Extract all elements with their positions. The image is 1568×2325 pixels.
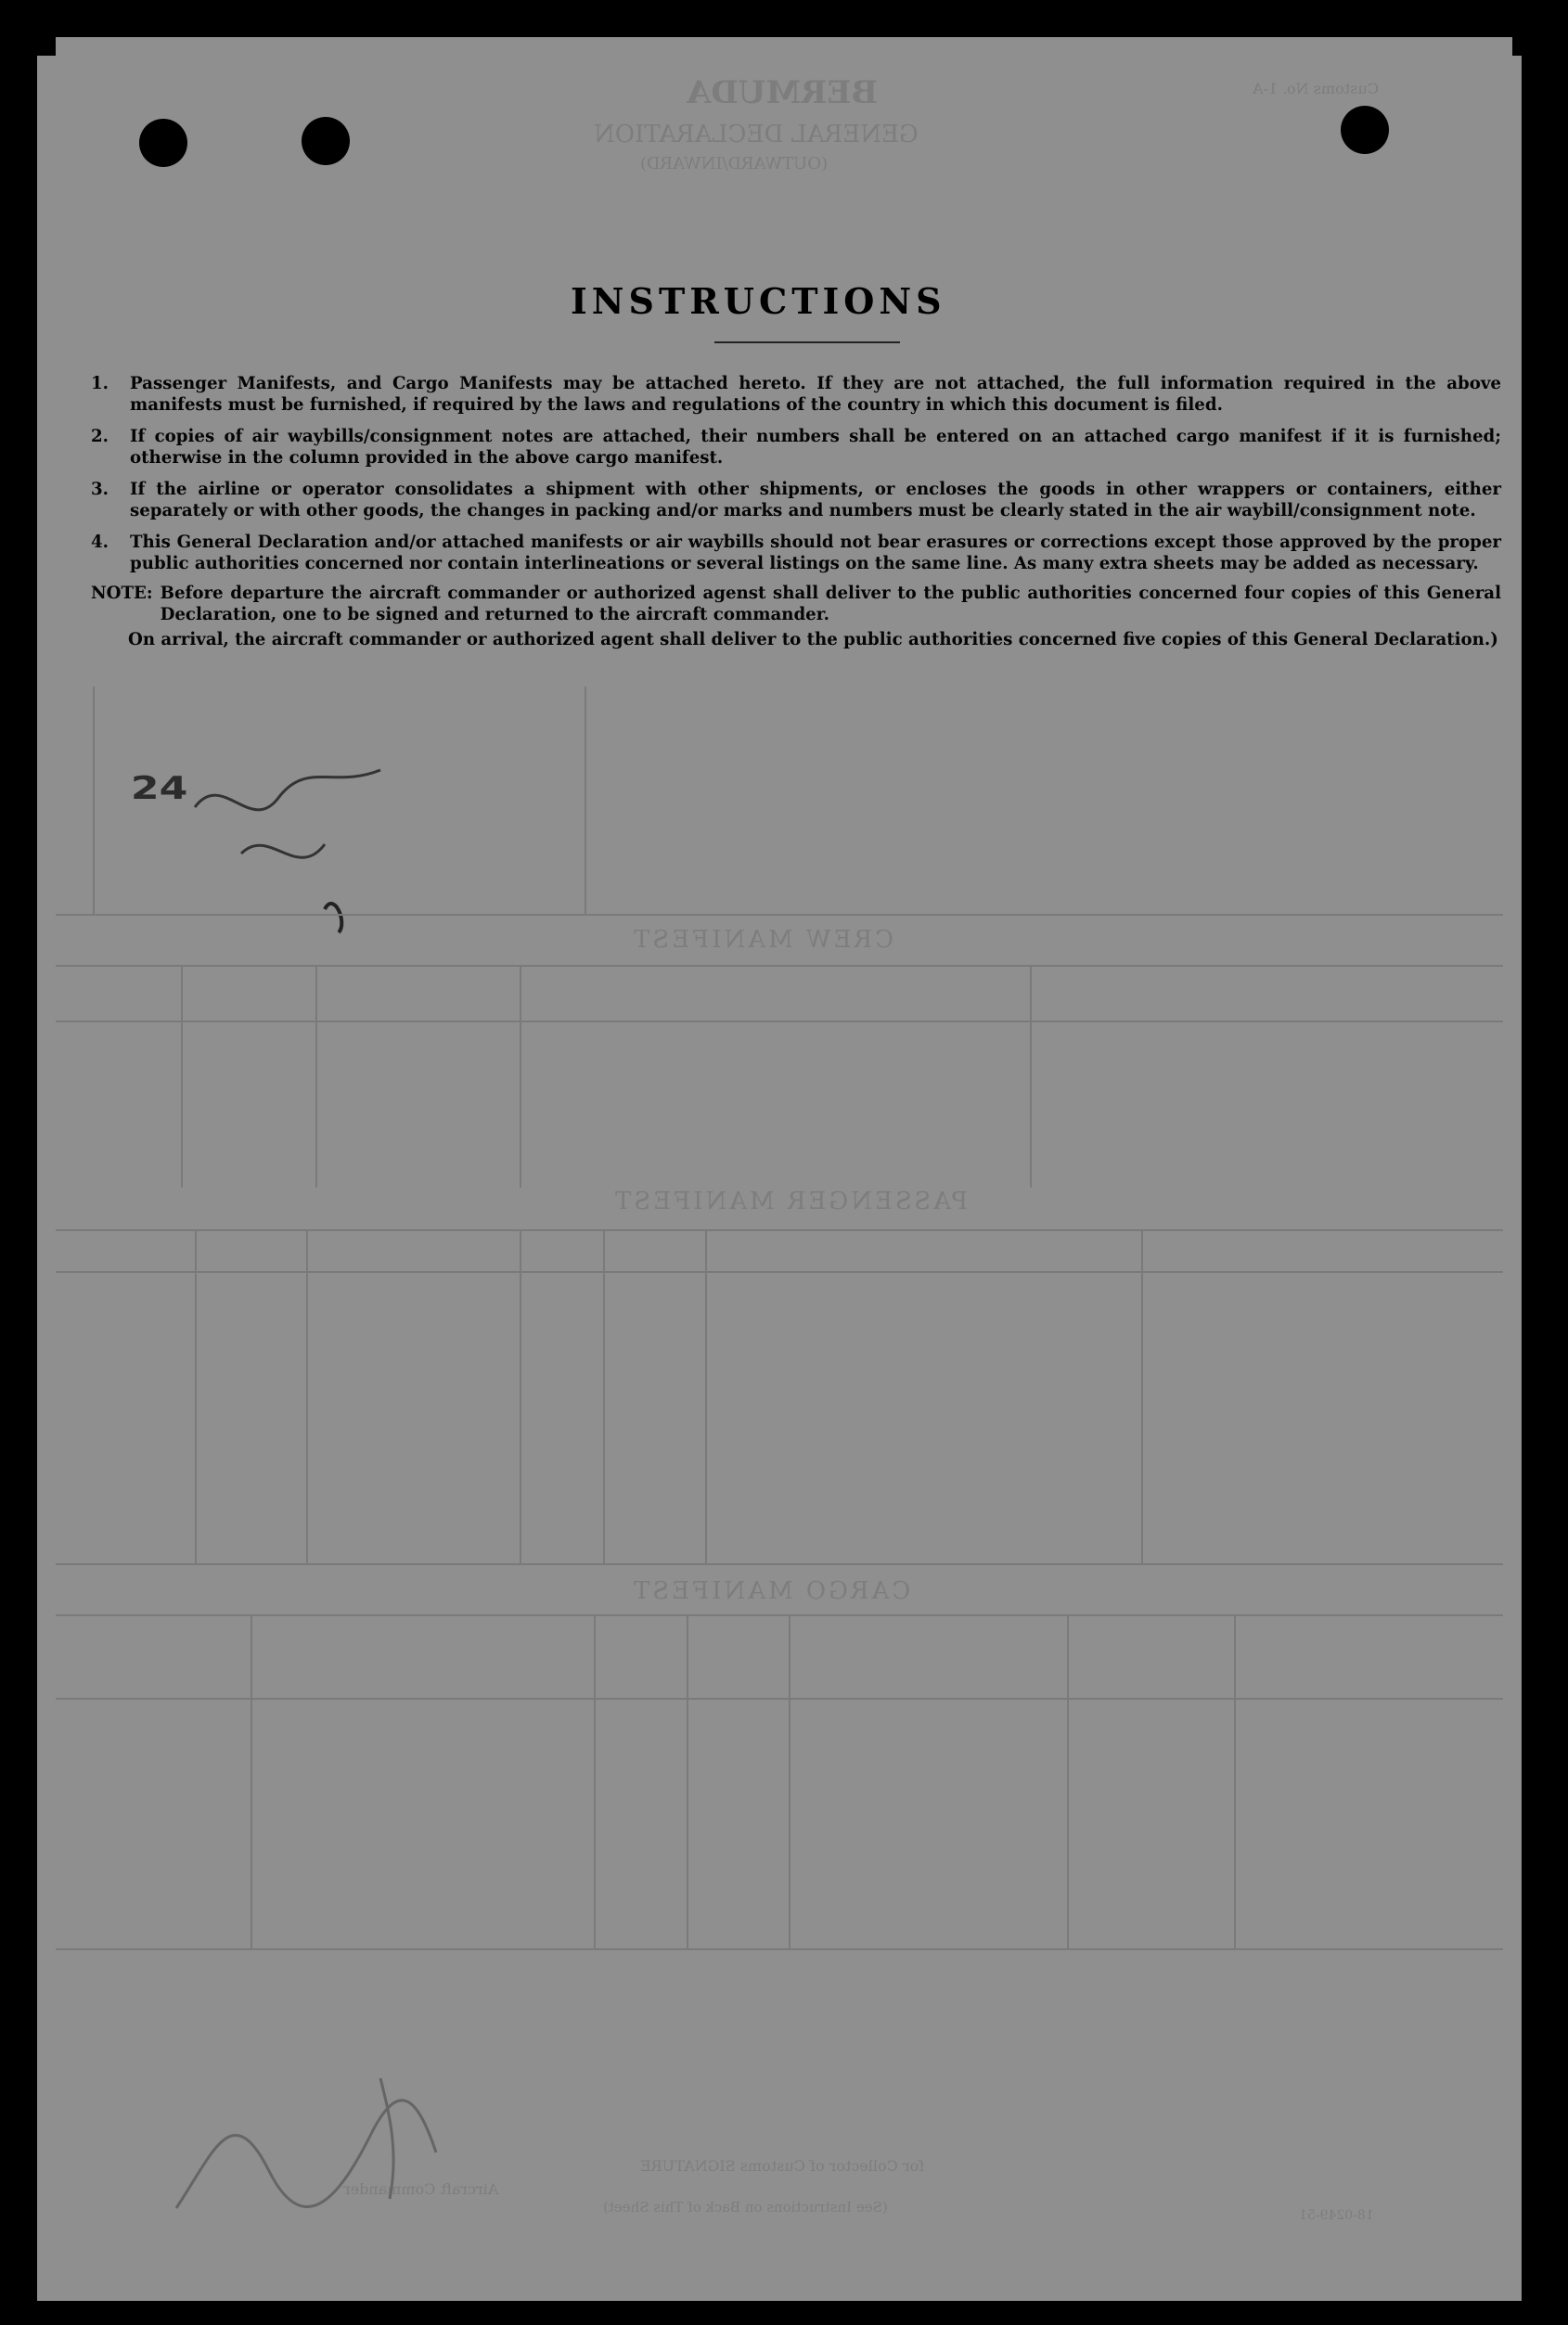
corner-notch-right [1512,0,1568,56]
note-text: Before departure the aircraft commander or authorized agenst shall deliver to the public authorities concerned four copies of this General Declaration, one to be signed and returned to the aircraft commander. [160,584,1501,624]
instruction-text: If copies of air waybills/consignment notes are attached, their numbers shall be entered on an attached cargo manifest if it is furnished; otherwise in the column provided in the above cargo manifest. [130,427,1501,468]
ghost-rule [306,1229,308,1563]
ghost-rule [56,1948,1503,1950]
ghost-rule [56,1563,1503,1565]
document-sheet [37,37,1522,2301]
punch-hole-left [139,119,187,167]
ghost-rule [594,1614,596,1948]
ghost-rule [585,687,586,914]
punch-hole-center [302,117,350,165]
ghost-rule [687,1614,688,1948]
ghost-rule [56,965,1503,967]
ghost-crew-manifest: CREW MANIFEST [631,926,894,954]
ghost-collector-signature: for Collector of Customs SIGNATURE [640,2157,925,2175]
instruction-item [91,479,1501,521]
ghost-passenger-manifest: PASSENGER MANIFEST [612,1188,968,1215]
ghost-rule [705,1229,707,1563]
instruction-item [91,532,1501,574]
ghost-rule [56,914,1503,916]
ghost-rule [1234,1614,1236,1948]
ghost-rule [56,1271,1503,1273]
ghost-rule [603,1229,605,1563]
instruction-text: Passenger Manifests, and Cargo Manifests may be attached hereto. If they are not attached, the full information required in the above manifests must be furnished, if required by the laws and regulations of the country in which this document is filed. [130,374,1501,415]
ghost-rule [195,1229,197,1563]
ghost-signature [158,2041,455,2230]
ghost-rule [520,965,521,1188]
instruction-text: This General Declaration and/or attached manifests or air waybills should not bear erasures or corrections except those approved by the proper public authorities concerned nor contain interlineations or several listings on the same line. As many extra sheets may be added as necessary. [130,533,1501,573]
ghost-rule [56,1021,1503,1022]
stamp-number: 24 [130,770,188,807]
instruction-number: 1. [91,374,109,393]
corner-notch-left [0,0,56,56]
ghost-form-code: 18-0249-51 [1299,2208,1374,2223]
ghost-rule [181,965,183,1188]
note-label: NOTE: [91,584,153,603]
instruction-item [91,426,1501,469]
ghost-aircraft-commander: Aircraft Commander [343,2180,499,2198]
title-underline [714,341,900,343]
ghost-rule [1030,965,1032,1188]
ghost-rule [93,687,95,914]
ghost-rule [315,965,317,1188]
instructions-list [91,373,1501,650]
page-title: INSTRUCTIONS [571,280,946,322]
instruction-number: 4. [91,533,109,552]
ghost-rule [251,1614,252,1948]
ghost-title: GENERAL DECLARATION [594,121,919,148]
ghost-rule [520,1229,521,1563]
instruction-number: 2. [91,427,109,446]
ghost-cargo-manifest: CARGO MANIFEST [631,1577,911,1605]
ghost-direction: (OUTWARD/INWARD) [640,154,829,173]
instruction-text: If the airline or operator consolidates a shipment with other shipments, or encloses the goods in other wrappers or containers, either separately or with other goods, the changes in packing and/or marks and numbers must be clearly stated in the air waybill/consignment note. [130,480,1501,520]
ghost-back-note: (See Instructions on Back of This Sheet) [603,2199,888,2216]
note-block [91,583,1501,625]
instruction-number: 3. [91,480,109,499]
ghost-rule [789,1614,790,1948]
ghost-customs-no: Customs No. 1-A [1253,80,1379,97]
punch-hole-right [1341,106,1389,154]
instruction-item [91,373,1501,416]
note-arrival-text: On arrival, the aircraft commander or authorized agent shall deliver to the public authorities concerned five copies of this General Declaration.) [128,630,1498,649]
ghost-rule [56,1698,1503,1700]
ghost-rule [56,1614,1503,1616]
ghost-country: BERMUDA [687,74,879,111]
handwriting-scribble [186,751,399,941]
ghost-rule [1141,1229,1143,1563]
ghost-rule [1067,1614,1069,1948]
ghost-rule [56,1229,1503,1231]
